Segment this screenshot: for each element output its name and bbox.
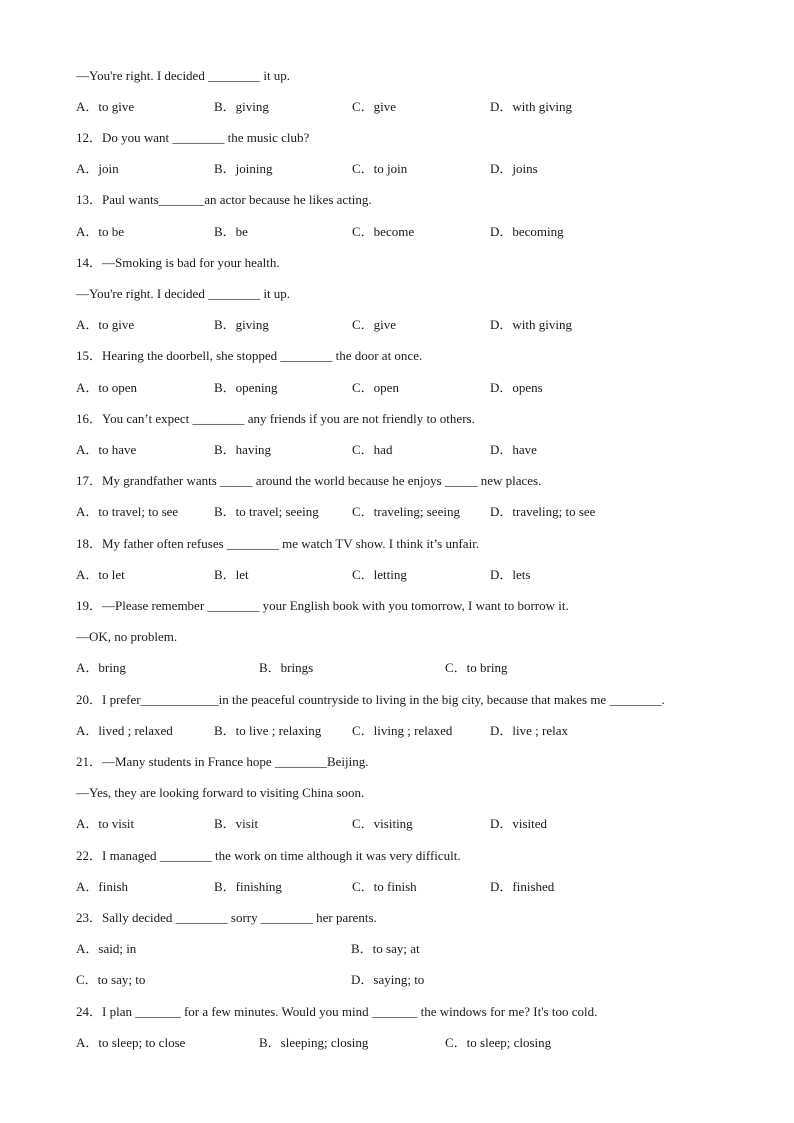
option-b[interactable]: B．visit	[214, 816, 259, 831]
option-c[interactable]: C．letting	[352, 567, 407, 582]
option-b[interactable]: B．be	[214, 224, 248, 239]
option-c[interactable]: C．to bring	[445, 660, 508, 675]
option-a[interactable]: A．to sleep; to close	[76, 1035, 186, 1050]
option-d[interactable]: D．live ; relax	[490, 723, 568, 738]
option-d[interactable]: D．saying; to	[351, 972, 425, 987]
question-stem: 12．Do you want ________ the music club?	[76, 130, 310, 145]
question-stem: 22．I managed ________ the work on time although it was very difficult.	[76, 848, 461, 863]
option-a[interactable]: A．finish	[76, 879, 129, 894]
question-stem: 18．My father often refuses ________ me watch TV show. I think it’s unfair.	[76, 536, 480, 551]
option-b[interactable]: B．joining	[214, 161, 273, 176]
option-d[interactable]: D．becoming	[490, 224, 564, 239]
option-c[interactable]: C．to sleep; closing	[445, 1035, 552, 1050]
option-a[interactable]: A．lived ; relaxed	[76, 723, 173, 738]
option-b[interactable]: B．finishing	[214, 879, 282, 894]
option-d[interactable]: D．traveling; to see	[490, 504, 596, 519]
question-stem: 15．Hearing the doorbell, she stopped ________ the door at once.	[76, 348, 423, 363]
question-stem: 17．My grandfather wants _____ around the world because he enjoys _____ new places.	[76, 473, 542, 488]
dialogue-line: —OK, no problem.	[76, 629, 178, 644]
question-stem: 24．I plan _______ for a few minutes. Would you mind _______ the windows for me? It's too cold.	[76, 1004, 598, 1019]
option-c[interactable]: C．open	[352, 380, 399, 395]
question-stem: 13．Paul wants_______an actor because he likes acting.	[76, 192, 372, 207]
option-c[interactable]: C．give	[352, 99, 397, 114]
question-stem: 23．Sally decided ________ sorry ________ her parents.	[76, 910, 377, 925]
option-c[interactable]: C．had	[352, 442, 393, 457]
option-b[interactable]: B．sleeping; closing	[259, 1035, 369, 1050]
question-stem: 14．—Smoking is bad for your health.	[76, 255, 280, 270]
option-b[interactable]: B．opening	[214, 380, 278, 395]
option-b[interactable]: B．giving	[214, 99, 269, 114]
dialogue-line: —You're right. I decided ________ it up.	[76, 68, 291, 83]
option-c[interactable]: C．visiting	[352, 816, 413, 831]
option-c[interactable]: C．become	[352, 224, 415, 239]
option-b[interactable]: B．to travel; seeing	[214, 504, 319, 519]
question-stem: 19．—Please remember ________ your English book with you tomorrow, I want to borrow it.	[76, 598, 569, 613]
question-stem: 20．I prefer____________in the peaceful countryside to living in the big city, because that makes me ________.	[76, 692, 665, 707]
option-d[interactable]: D．have	[490, 442, 537, 457]
option-d[interactable]: D．with giving	[490, 99, 572, 114]
option-d[interactable]: D．with giving	[490, 317, 572, 332]
option-c[interactable]: C．give	[352, 317, 397, 332]
option-a[interactable]: A．to give	[76, 99, 135, 114]
option-b[interactable]: B．brings	[259, 660, 314, 675]
option-c[interactable]: C．to finish	[352, 879, 417, 894]
option-c[interactable]: C．living ; relaxed	[352, 723, 453, 738]
option-b[interactable]: B．having	[214, 442, 272, 457]
option-b[interactable]: B．let	[214, 567, 249, 582]
option-a[interactable]: A．to travel; to see	[76, 504, 179, 519]
option-a[interactable]: A．to open	[76, 380, 138, 395]
option-c[interactable]: C．to join	[352, 161, 408, 176]
option-a[interactable]: A．said; in	[76, 941, 137, 956]
option-a[interactable]: A．to let	[76, 567, 125, 582]
option-a[interactable]: A．to give	[76, 317, 135, 332]
option-b[interactable]: B．giving	[214, 317, 269, 332]
dialogue-line: —Yes, they are looking forward to visiting China soon.	[76, 785, 365, 800]
question-stem: 16．You can’t expect ________ any friends if you are not friendly to others.	[76, 411, 475, 426]
dialogue-line: —You're right. I decided ________ it up.	[76, 286, 291, 301]
option-d[interactable]: D．opens	[490, 380, 543, 395]
option-b[interactable]: B．to live ; relaxing	[214, 723, 322, 738]
option-a[interactable]: A．to be	[76, 224, 125, 239]
option-a[interactable]: A．to visit	[76, 816, 135, 831]
option-a[interactable]: A．bring	[76, 660, 126, 675]
option-a[interactable]: A．to have	[76, 442, 137, 457]
option-d[interactable]: D．visited	[490, 816, 548, 831]
option-d[interactable]: D．joins	[490, 161, 538, 176]
option-d[interactable]: D．lets	[490, 567, 531, 582]
option-d[interactable]: D．finished	[490, 879, 555, 894]
question-stem: 21．—Many students in France hope ________Beijing.	[76, 754, 369, 769]
option-a[interactable]: A．join	[76, 161, 119, 176]
option-c[interactable]: C．traveling; seeing	[352, 504, 460, 519]
option-c[interactable]: C．to say; to	[76, 972, 146, 987]
option-b[interactable]: B．to say; at	[351, 941, 420, 956]
